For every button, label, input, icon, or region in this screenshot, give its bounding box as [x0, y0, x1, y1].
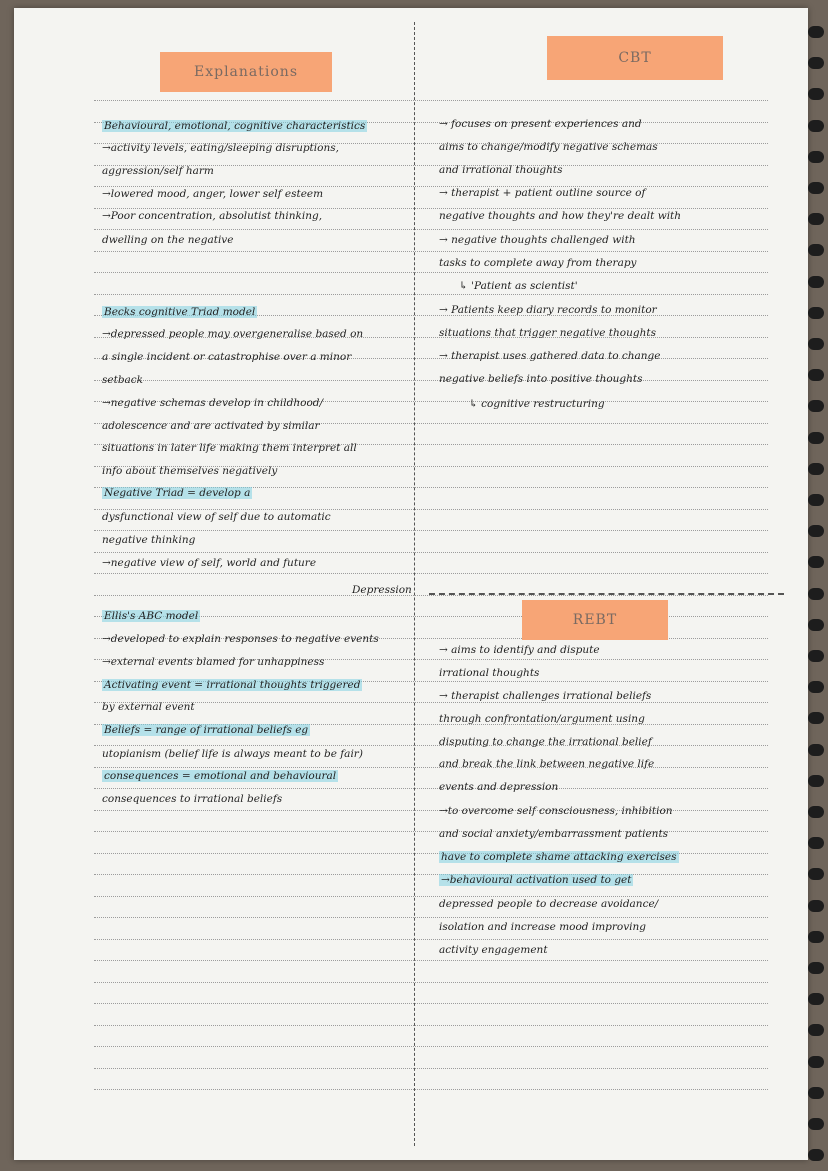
binding-ring: [808, 494, 824, 506]
binding-ring: [808, 400, 824, 412]
left-note-line: →Poor concentration, absolutist thinking,: [102, 210, 323, 222]
cbt-title: CBT: [547, 36, 723, 80]
rebt-note-line: through confrontation/argument using: [439, 713, 645, 725]
rebt-note-line: and social anxiety/embarrassment patients: [439, 828, 669, 840]
rebt-note-line: →to overcome self consciousness, inhibition: [439, 805, 673, 817]
left-note-line: a single incident or catastrophise over a minor: [102, 351, 352, 363]
binding-ring: [808, 806, 824, 818]
cbt-note-line: aims to change/modify negative schemas: [439, 141, 658, 153]
binding-ring: [808, 775, 824, 787]
rebt-note-line: depressed people to decrease avoidance/: [439, 898, 659, 910]
rebt-note-line: → aims to identify and dispute: [439, 644, 600, 656]
cbt-note-line: tasks to complete away from therapy: [439, 257, 637, 269]
left-note-line: Negative Triad = develop a: [104, 487, 251, 499]
binding-ring: [808, 962, 824, 974]
explanations-title: Explanations: [160, 52, 332, 92]
rebt-note-line: isolation and increase mood improving: [439, 921, 647, 933]
notebook-page: [14, 8, 808, 1160]
binding-ring: [808, 712, 824, 724]
binding-ring: [808, 151, 824, 163]
left-note-line: by external event: [102, 701, 195, 713]
binding-ring: [808, 432, 824, 444]
rebt-title: REBT: [522, 600, 668, 640]
binding-ring: [808, 588, 824, 600]
binding-ring: [808, 744, 824, 756]
ruled-line: [94, 745, 768, 746]
left-note-line: Activating event = irrational thoughts triggered: [104, 679, 361, 691]
cbt-note-line: negative thoughts and how they're dealt with: [439, 210, 682, 222]
binding-ring: [808, 837, 824, 849]
left-note-line: →developed to explain responses to negative events: [102, 633, 379, 645]
rebt-note-line: →behavioural activation used to get: [441, 874, 632, 886]
left-note-line: →negative view of self, world and future: [102, 557, 317, 569]
ruled-line: [94, 1003, 768, 1004]
ruled-line: [94, 1046, 768, 1047]
ruled-line: [94, 1025, 768, 1026]
ruled-line: [94, 1068, 768, 1069]
left-note-line: setback: [102, 374, 144, 386]
ruled-line: [94, 939, 768, 940]
ruled-line: [94, 552, 768, 553]
binding-ring: [808, 681, 824, 693]
rebt-note-line: irrational thoughts: [439, 667, 540, 679]
spiral-binding: [804, 0, 828, 1171]
left-note-line: Behavioural, emotional, cognitive characteristics: [104, 120, 366, 132]
left-note-line: →activity levels, eating/sleeping disruptions,: [102, 142, 339, 154]
ruled-line: [94, 573, 768, 574]
left-note-line: situations in later life making them interpret all: [102, 442, 357, 454]
column-divider: [414, 22, 415, 1146]
left-note-line: dysfunctional view of self due to automatic: [102, 511, 331, 523]
ruled-line: [94, 272, 768, 273]
binding-ring: [808, 931, 824, 943]
cbt-note-line: and irrational thoughts: [439, 164, 563, 176]
binding-ring: [808, 26, 824, 38]
left-note-line: consequences = emotional and behavioural: [104, 770, 337, 782]
left-note-line: →lowered mood, anger, lower self esteem: [102, 188, 324, 200]
ruled-line: [94, 186, 768, 187]
ruled-line: [94, 100, 768, 101]
binding-ring: [808, 120, 824, 132]
ruled-line: [94, 229, 768, 230]
cbt-note-line: situations that trigger negative thoughts: [439, 327, 656, 339]
cbt-note-line: → focuses on present experiences and: [439, 118, 642, 130]
left-note-line: negative thinking: [102, 534, 196, 546]
binding-ring: [808, 1149, 824, 1161]
left-note-line: adolescence and are activated by similar: [102, 420, 320, 432]
binding-ring: [808, 369, 824, 381]
ruled-line: [94, 702, 768, 703]
binding-ring: [808, 525, 824, 537]
binding-ring: [808, 307, 824, 319]
ruled-line: [94, 896, 768, 897]
left-note-line: consequences to irrational beliefs: [102, 793, 283, 805]
binding-ring: [808, 1118, 824, 1130]
ruled-line: [94, 767, 768, 768]
left-note-line: info about themselves negatively: [102, 465, 278, 477]
binding-ring: [808, 650, 824, 662]
ruled-line: [94, 874, 768, 875]
cbt-note-line: ↳ 'Patient as scientist': [459, 280, 578, 292]
ruled-line: [94, 509, 768, 510]
binding-ring: [808, 88, 824, 100]
ruled-line: [94, 788, 768, 789]
left-note-line: aggression/self harm: [102, 165, 214, 177]
binding-ring: [808, 1087, 824, 1099]
left-note-line: →depressed people may overgeneralise based on: [102, 328, 364, 340]
binding-ring: [808, 213, 824, 225]
cbt-note-line: → negative thoughts challenged with: [439, 234, 636, 246]
binding-ring: [808, 1056, 824, 1068]
ruled-line: [94, 982, 768, 983]
ruled-line: [94, 208, 768, 209]
binding-ring: [808, 993, 824, 1005]
rebt-note-line: events and depression: [439, 781, 559, 793]
cbt-note-line: → Patients keep diary records to monitor: [439, 304, 657, 316]
left-note-line: Beliefs = range of irrational beliefs eg: [104, 724, 309, 736]
binding-ring: [808, 900, 824, 912]
depression-label: Depression: [352, 584, 412, 596]
binding-ring: [808, 868, 824, 880]
ruled-line: [94, 251, 768, 252]
ruled-line: [94, 917, 768, 918]
ruled-line: [94, 530, 768, 531]
binding-ring: [808, 619, 824, 631]
binding-ring: [808, 556, 824, 568]
ruled-line: [94, 960, 768, 961]
cbt-note-line: ↳ cognitive restructuring: [469, 398, 605, 410]
binding-ring: [808, 244, 824, 256]
rebt-note-line: have to complete shame attacking exercises: [441, 851, 677, 863]
binding-ring: [808, 57, 824, 69]
rebt-note-line: and break the link between negative life: [439, 758, 655, 770]
left-note-line: →external events blamed for unhappiness: [102, 656, 325, 668]
ruled-line: [94, 1089, 768, 1090]
binding-ring: [808, 276, 824, 288]
cbt-note-line: → therapist + patient outline source of: [439, 187, 646, 199]
binding-ring: [808, 182, 824, 194]
left-note-line: Ellis's ABC model: [104, 610, 199, 622]
cbt-note-line: negative beliefs into positive thoughts: [439, 373, 643, 385]
binding-ring: [808, 338, 824, 350]
rebt-note-line: disputing to change the irrational belief: [439, 736, 652, 748]
left-note-line: Becks cognitive Triad model: [104, 306, 256, 318]
rebt-note-line: activity engagement: [439, 944, 548, 956]
rebt-note-line: → therapist challenges irrational beliefs: [439, 690, 652, 702]
binding-ring: [808, 463, 824, 475]
left-note-line: →negative schemas develop in childhood/: [102, 397, 324, 409]
left-note-line: utopianism (belief life is always meant to be fair): [102, 748, 363, 760]
ruled-line: [94, 380, 768, 381]
cbt-note-line: → therapist uses gathered data to change: [439, 350, 661, 362]
ruled-line: [94, 294, 768, 295]
section-divider: [429, 593, 784, 595]
binding-ring: [808, 1024, 824, 1036]
left-note-line: dwelling on the negative: [102, 234, 234, 246]
